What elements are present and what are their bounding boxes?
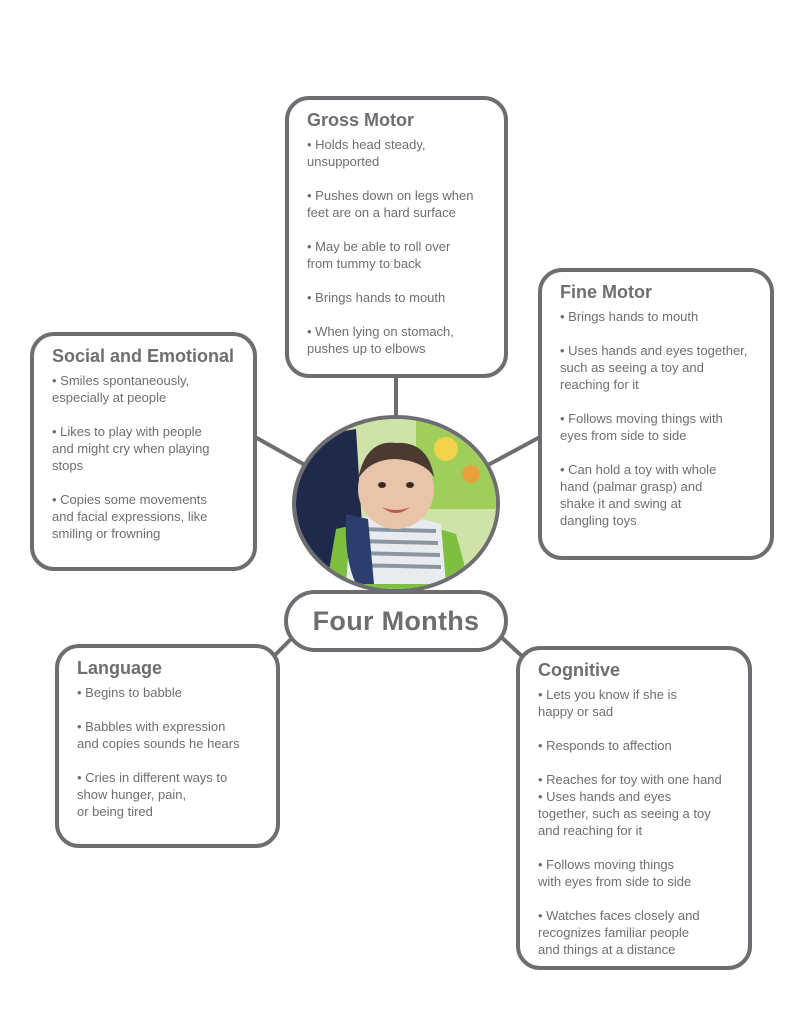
fine-motor-list [560,308,758,529]
gross-motor-list [307,136,492,357]
connector-fine-motor [488,437,540,465]
page-title: Four Months [312,605,480,636]
list-item: • Holds head steady, unsupported [307,137,426,169]
cognitive-box [516,646,752,970]
list-item: • Can hold a toy with whole hand (palmar grasp) and shake it and swing at dangling toys [560,462,717,528]
list-item: • Smiles spontaneously, especially at people [52,373,190,405]
cognitive-list [538,686,736,958]
list-item: • Uses hands and eyes together, such as seeing a toy and reaching for it [560,343,748,392]
social-emotional-box [30,332,257,571]
baby-photo [292,415,500,593]
list-item: • Copies some movements and facial expressions, like smiling or frowning [52,492,208,541]
gross-motor-heading: Gross Motor [307,110,415,130]
list-item: • Brings hands to mouth [307,290,446,305]
list-item: • Uses hands and eyes together, such as seeing a toy and reaching for it [538,789,711,838]
list-item: • May be able to roll over from tummy to back [307,239,451,271]
cognitive-heading: Cognitive [538,660,621,680]
list-item: • Follows moving things with eyes from side to side [538,857,692,889]
list-item: • Brings hands to mouth [560,309,699,324]
list-item: • Babbles with expression and copies sounds he hears [77,719,240,751]
list-item: • Reaches for toy with one hand [538,772,722,787]
list-item: • Follows moving things with eyes from side to side [560,411,723,443]
list-item: • Likes to play with people and might cry when playing stops [52,424,210,473]
list-item: • Cries in different ways to show hunger, pain, or being tired [77,770,228,819]
list-item: • Watches faces closely and recognizes familiar people and things at a distance [538,908,700,957]
social-emotional-heading: Social and Emotional [52,346,235,366]
language-list [77,684,264,820]
list-item: • Lets you know if she is happy or sad [538,687,677,719]
language-box [55,644,280,848]
fine-motor-heading: Fine Motor [560,282,652,302]
list-item: • Begins to babble [77,685,183,700]
gross-motor-box [285,96,508,378]
connector-social-emotional [255,437,305,465]
baby-photo-icon [296,419,496,589]
title-pill [284,590,508,652]
connector-language [275,638,292,655]
list-item: • Responds to affection [538,738,672,753]
social-emotional-list [52,372,241,542]
fine-motor-box [538,268,774,560]
list-item: • Pushes down on legs when feet are on a hard surface [307,188,474,220]
language-heading: Language [77,658,163,678]
list-item: • When lying on stomach, pushes up to elbows [307,324,454,356]
